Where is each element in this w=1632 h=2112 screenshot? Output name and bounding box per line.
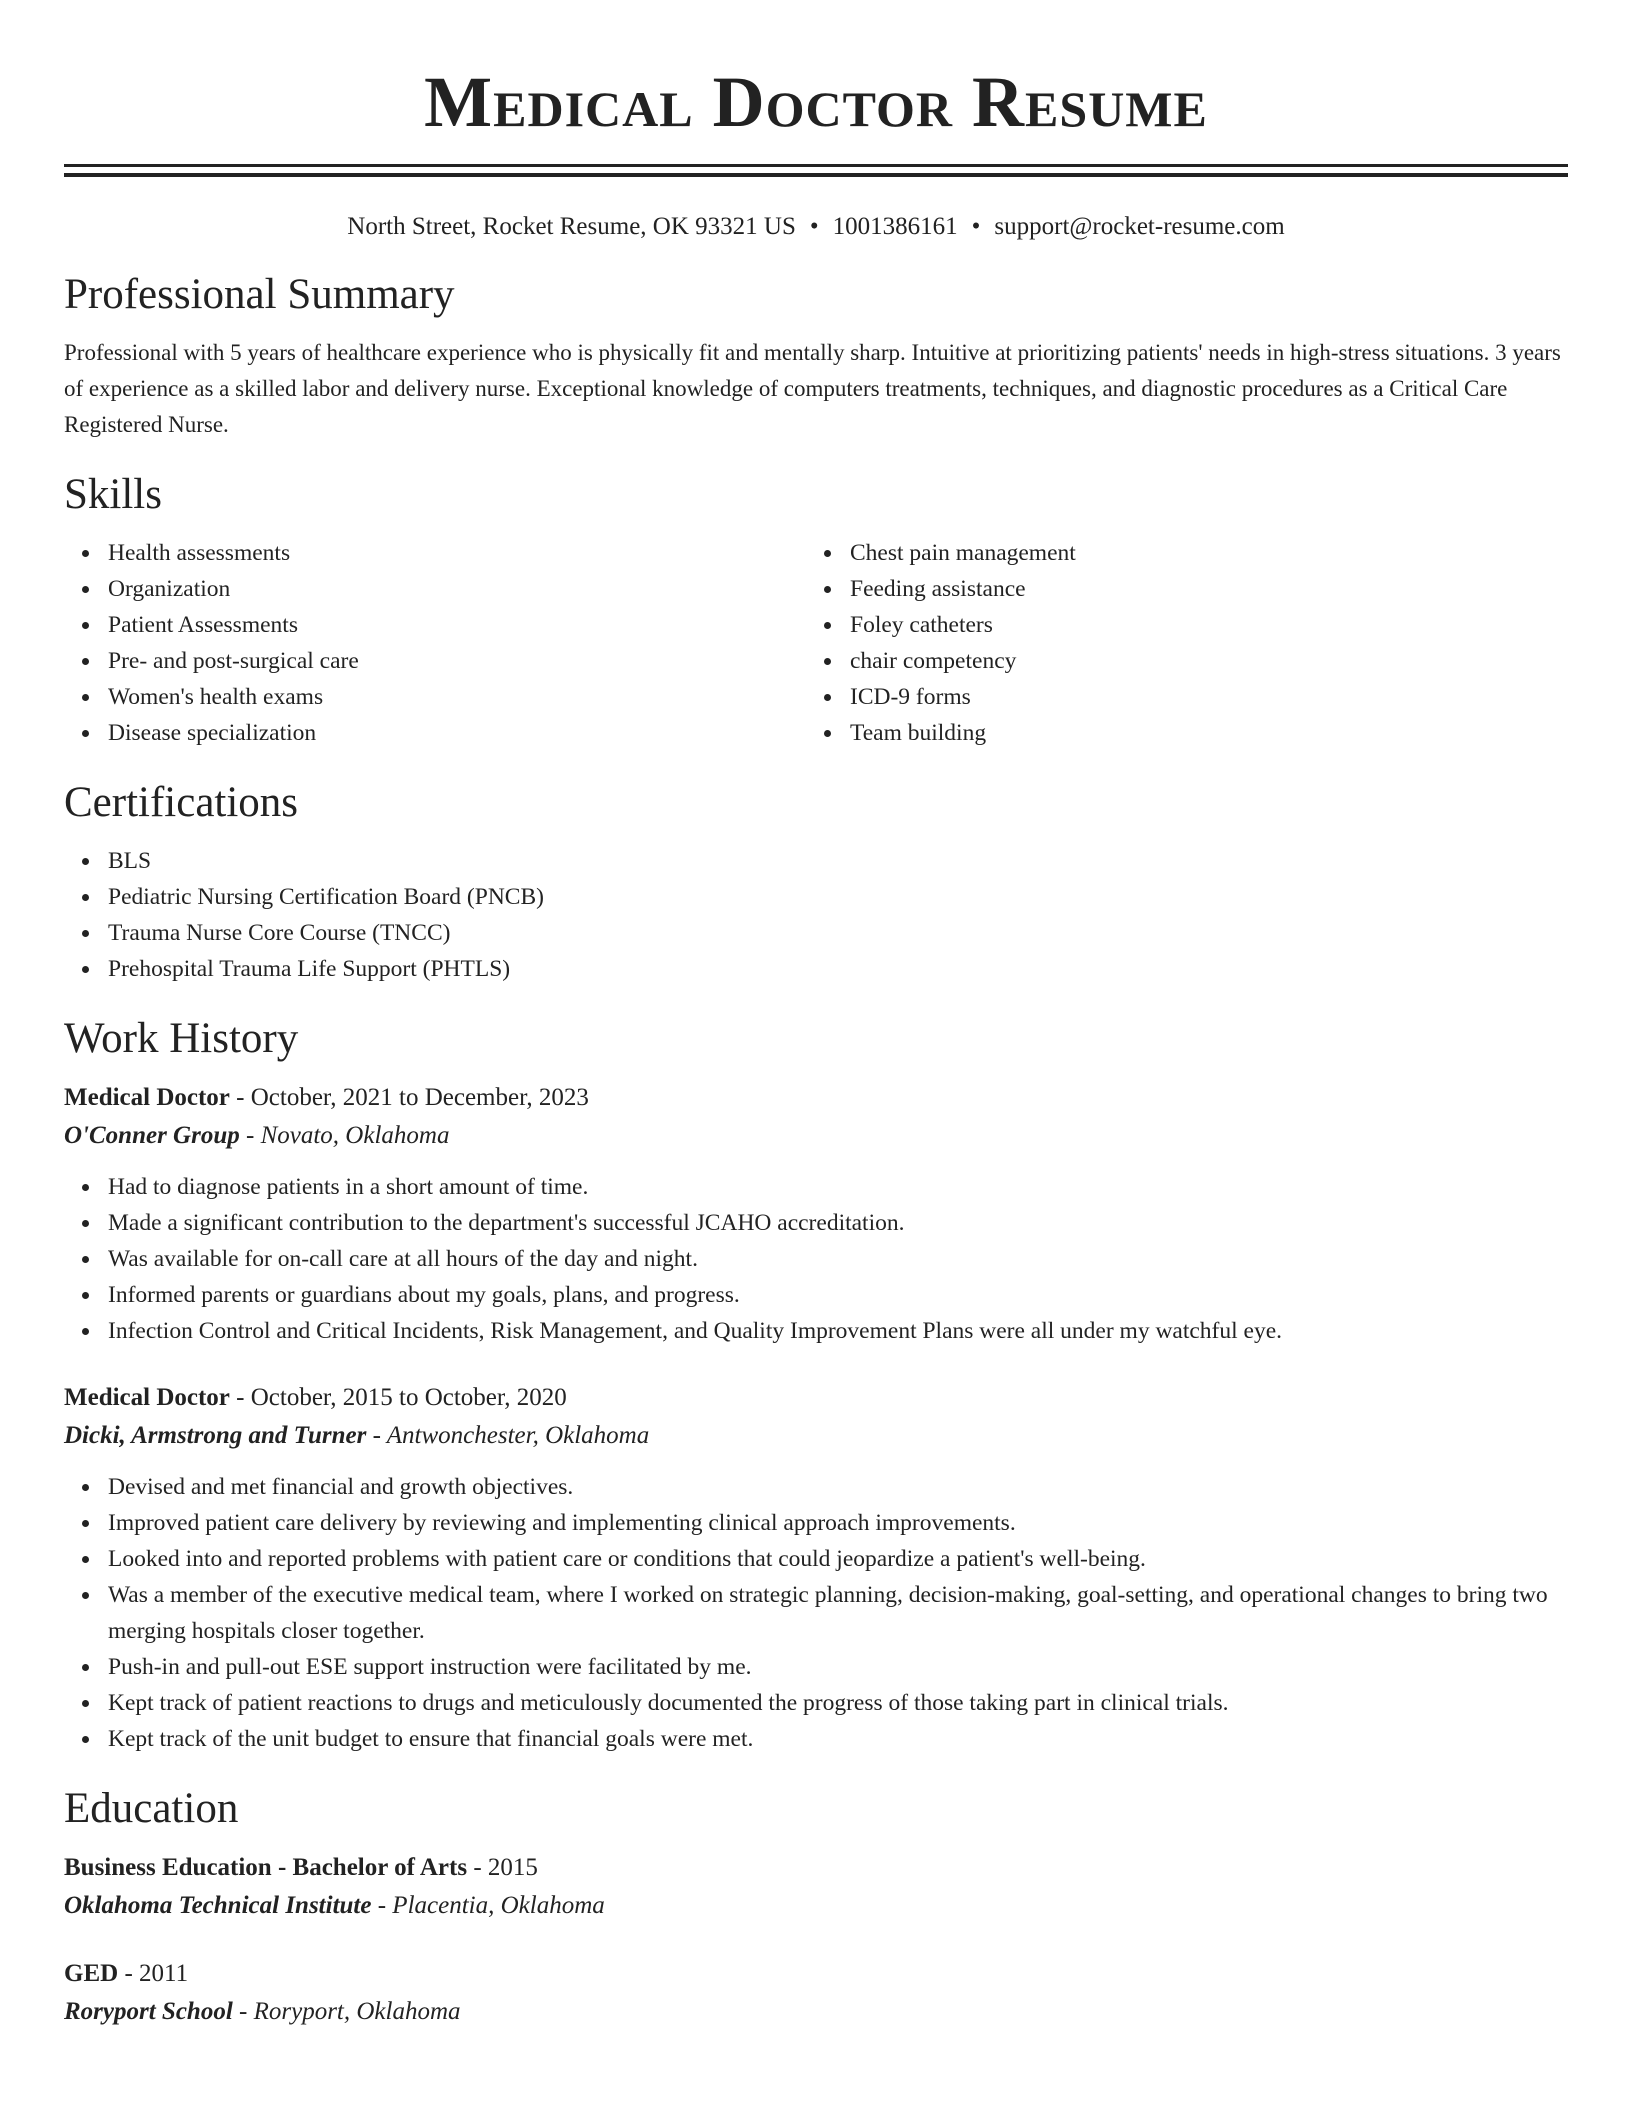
resume-title: Medical Doctor Resume (424, 62, 1208, 142)
job-duty-item: Push-in and pull-out ESE support instruction were facilitated by me. (108, 1649, 1568, 1685)
job-company-line (64, 1117, 1568, 1155)
skill-item: Chest pain management (850, 535, 1548, 571)
job-title: Medical Doctor (64, 1084, 230, 1111)
contact-address: North Street, Rocket Resume, OK 93321 US (347, 213, 796, 240)
job-duty-item: Kept track of the unit budget to ensure that financial goals were met. (108, 1721, 1568, 1757)
job-duties-list (64, 1169, 1568, 1349)
skill-item: ICD-9 forms (850, 679, 1548, 715)
education-entry (64, 1849, 1568, 1925)
job-duty-item: Was available for on-call care at all hours of the day and night. (108, 1241, 1568, 1277)
job-duty-item: Made a significant contribution to the department's successful JCAHO accreditation. (108, 1205, 1568, 1241)
title-divider (64, 164, 1568, 177)
skills-list (64, 535, 1568, 751)
skill-item: Patient Assessments (108, 607, 806, 643)
skill-item: Pre- and post-surgical care (108, 643, 806, 679)
skill-item: Disease specialization (108, 715, 806, 751)
education-school: Oklahoma Technical Institute (64, 1892, 372, 1919)
skill-item: Organization (108, 571, 806, 607)
job-duty-item: Kept track of patient reactions to drugs and meticulously documented the progress of those taking part in clinical trials. (108, 1685, 1568, 1721)
job-duty-item: Improved patient care delivery by reviewing and implementing clinical approach improvements. (108, 1505, 1568, 1541)
contact-separator: • (971, 213, 981, 240)
job-dates: - October, 2021 to December, 2023 (229, 1084, 589, 1111)
skill-item: chair competency (850, 643, 1548, 679)
job-duty-item: Looked into and reported problems with patient care or conditions that could jeopardize a patient's well-being. (108, 1541, 1568, 1577)
job-company: O'Conner Group (64, 1122, 240, 1149)
work-history-heading: Work History (64, 1015, 299, 1062)
skill-item: Health assessments (108, 535, 806, 571)
job-company: Dicki, Armstrong and Turner (64, 1422, 367, 1449)
job-entry (64, 1079, 1568, 1349)
job-location: - Antwonchester, Oklahoma (366, 1422, 650, 1449)
education-degree-line (64, 1849, 1568, 1887)
contact-email: support@rocket-resume.com (994, 213, 1285, 240)
certifications-heading: Certifications (64, 779, 299, 826)
education-year: - 2011 (118, 1960, 189, 1987)
certifications-list (64, 843, 1568, 987)
skill-item: Women's health exams (108, 679, 806, 715)
job-dates: - October, 2015 to October, 2020 (229, 1384, 567, 1411)
contact-phone: 1001386161 (832, 213, 958, 240)
education-location: - Placentia, Oklahoma (371, 1892, 605, 1919)
contact-line (64, 211, 1568, 243)
job-title-line (64, 1079, 1568, 1117)
summary-text: Professional with 5 years of healthcare experience who is physically fit and mentally sharp. Intuitive at prioritizing patients' needs in high-stress situations. 3 years of experience as a skilled labor and delivery nurse. Exceptional knowledge of computers treatments, techniques, and diagnostic procedures as a Critical Care Registered Nurse. (64, 340, 1561, 437)
education-school-line (64, 1993, 1568, 2031)
education-entry (64, 1955, 1568, 2031)
education-degree-line (64, 1955, 1568, 1993)
job-title-line (64, 1379, 1568, 1417)
certification-item: Trauma Nurse Core Course (TNCC) (108, 915, 1568, 951)
skills-heading: Skills (64, 471, 162, 518)
job-duty-item: Infection Control and Critical Incidents, Risk Management, and Quality Improvement Plans were all under my watchful eye. (108, 1313, 1568, 1349)
job-entry (64, 1379, 1568, 1757)
job-duties-list (64, 1469, 1568, 1757)
certification-item: Prehospital Trauma Life Support (PHTLS) (108, 951, 1568, 987)
education-school-line (64, 1887, 1568, 1925)
job-duty-item: Informed parents or guardians about my goals, plans, and progress. (108, 1277, 1568, 1313)
education-degree: GED (64, 1960, 119, 1987)
education-school: Roryport School (64, 1998, 233, 2025)
job-location: - Novato, Oklahoma (239, 1122, 450, 1149)
job-title: Medical Doctor (64, 1384, 230, 1411)
contact-separator: • (809, 213, 819, 240)
skills-column-left (64, 535, 806, 751)
skills-column-right (806, 535, 1548, 751)
education-location: - Roryport, Oklahoma (232, 1998, 461, 2025)
education-degree: Business Education - Bachelor of Arts (64, 1854, 468, 1881)
skill-item: Feeding assistance (850, 571, 1548, 607)
job-duty-item: Had to diagnose patients in a short amount of time. (108, 1169, 1568, 1205)
education-heading: Education (64, 1785, 239, 1832)
education-year: - 2015 (467, 1854, 538, 1881)
skill-item: Foley catheters (850, 607, 1548, 643)
skill-item: Team building (850, 715, 1548, 751)
job-duty-item: Devised and met financial and growth objectives. (108, 1469, 1568, 1505)
summary-heading: Professional Summary (64, 271, 455, 318)
certification-item: BLS (108, 843, 1568, 879)
job-duty-item: Was a member of the executive medical team, where I worked on strategic planning, decision-making, goal-setting, and operational changes to bring two merging hospitals closer together. (108, 1577, 1568, 1649)
job-company-line (64, 1417, 1568, 1455)
certification-item: Pediatric Nursing Certification Board (PNCB) (108, 879, 1568, 915)
